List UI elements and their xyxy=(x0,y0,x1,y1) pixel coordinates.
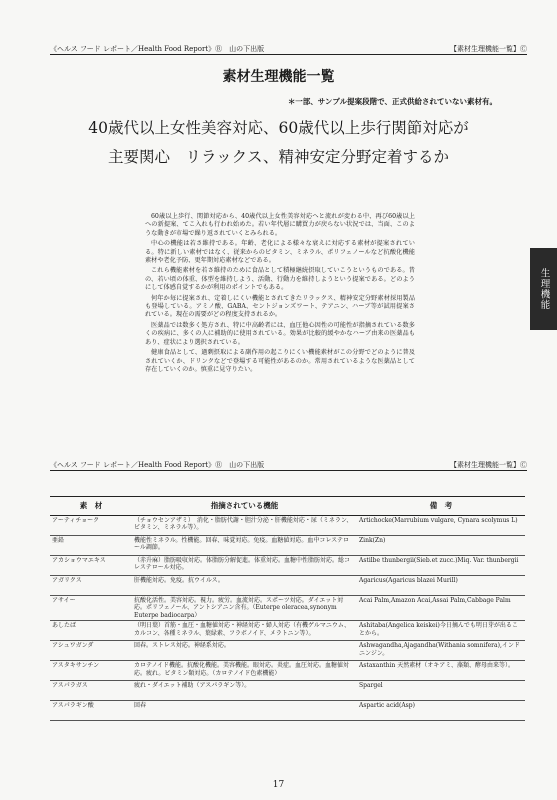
material-notes: Astilbe thunbergii(Sieb.et zucc.)Miq. Var. thunbergii xyxy=(357,556,525,576)
table-row xyxy=(50,596,525,621)
material-function: （チョウセンアザミ） 消化・脂肪代謝・胆汁分泌・肝機能対応・尿（ミネラン、ビタミン、ミネラル等）。 xyxy=(132,516,357,536)
material-function: （赤升麻）脂肪吸収対応。体脂肪分解促進。体重対応。血糖中性脂肪対応。総コレステロール対応。 xyxy=(132,556,357,576)
material-notes: Artichocke(Marrubium vulgare, Cynara scolymus L) xyxy=(357,516,525,536)
table-row xyxy=(50,516,525,536)
material-name: アカショウマエキス xyxy=(50,556,132,576)
page-title: 素材生理機能一覧 xyxy=(222,69,335,85)
article-body xyxy=(145,213,415,376)
page-header-table xyxy=(50,456,527,471)
material-name: アシュワガンダ xyxy=(50,641,132,661)
material-notes: Spargel xyxy=(357,681,525,701)
material-name: あしたば xyxy=(50,621,132,641)
table-row xyxy=(50,661,525,681)
material-function: （明日葉）首筋・血圧・血糖値対応・神経対応・婦人対応（有機ゲルマニウム、カルコン、各種ミネラル、葉緑素、フラボノイド、メラトニン等）。 xyxy=(132,621,357,641)
table-row xyxy=(50,536,525,556)
material-name: アサイー xyxy=(50,596,132,621)
page-subtitle: ＊一部、サンプル提案段階で、正式供給されていない素材有。 xyxy=(287,97,497,106)
article-paragraph: 医薬品では数多く処方され、特に中高齢者には、血圧他心因性の可能性が指摘されている数多くの疾病に、多くの人に補助的に使用されている。効果が比較的緩やかなハーブ由来の医薬品もあり、症状により選択されている。 xyxy=(145,321,415,346)
material-function: 抗酸化活性。美容対応。視力。疲労。血流対応。スポーツ対応。ダイエット対応。ポリフェノール、アントシアニン含有。（Euterpe oleracea,synonym Euterpe badiocarpa） xyxy=(132,596,357,621)
material-name: アスタキサンチン xyxy=(50,661,132,681)
table-row xyxy=(50,576,525,596)
material-function: 機能性ミネラル。性機能。回春、味覚対応。免疫。血糖値対応。血中コレステロール調節。 xyxy=(132,536,357,556)
material-function: 肝機能対応。免疫。抗ウイルス。 xyxy=(132,576,357,596)
header-publication: 《ヘルス フード レポート／Health Food Report》Ⓡ 山の下出版 xyxy=(50,461,265,469)
side-index-tab xyxy=(530,248,557,330)
column-header-material: 素 材 xyxy=(50,497,132,516)
header-publication: 《ヘルス フード レポート／Health Food Report》Ⓡ 山の下出版 xyxy=(50,45,265,53)
page-header-top xyxy=(50,40,527,55)
material-name: アスパラギン酸 xyxy=(50,701,132,721)
headline-line-1: 40歳代以上女性美容対応、60歳代以上歩行関節対応が xyxy=(88,119,469,137)
table-row xyxy=(50,641,525,661)
material-function: カロテノイド機能。抗酸化機能。美容機能。眼対応。炎症。血圧対応。血糖値対応。疲れ。ビタミン類対応。（カロテノイド色素機能） xyxy=(132,661,357,681)
material-notes: Astaxanthin 天然素材（オキアミ、藻類、酵母由来等）。 xyxy=(357,661,525,681)
table-row xyxy=(50,681,525,701)
material-function: 回春 xyxy=(132,701,357,721)
headline-line-2: 主要関心 リラックス、精神安定分野定着するか xyxy=(107,148,449,166)
column-header-notes: 備 考 xyxy=(357,497,525,516)
article-paragraph: 健康食品として、過剰摂取による副作用の起こりにくい機能素材がこの分野でどのように普及されていくか、ドリンクなどで登場する可能性があるのか。常用されているような医薬品として存在していくのか。慎重に見守りたい。 xyxy=(145,349,415,373)
material-function: 回春。ストレス対応。神経系対応。 xyxy=(132,641,357,661)
material-notes: Ashitaba(Angelica keiskei)今日摘んでも明日芽が出ることから。 xyxy=(357,621,525,641)
header-section: 【素材生理機能一覧】Ⓒ xyxy=(450,461,527,469)
material-name: アガリクス xyxy=(50,576,132,596)
material-notes: Zink(Zn) xyxy=(357,536,525,556)
page-number: 17 xyxy=(272,780,285,790)
table-header-row xyxy=(50,497,525,516)
material-name: アーティチョーク xyxy=(50,516,132,536)
material-name: 亜鉛 xyxy=(50,536,132,556)
material-notes: Ashwagandha,Ajagandha(Withania somnifera),インドニンジン。 xyxy=(357,641,525,661)
side-index-label: 生理機能 xyxy=(538,268,550,310)
column-header-function: 指摘されている機能 xyxy=(132,497,357,516)
material-name: アスパラガス xyxy=(50,681,132,701)
materials-table xyxy=(50,496,525,721)
article-paragraph: 60歳以上歩行、関節対応から、40歳代以上女性美容対応へと流れが変わる中、再び60歳以上への新提案、てこ入れも行われ始めた。若い年代層に購買力が戻らない状況では、当面、このような動きが市場で繰り返されていくとみられる。 xyxy=(145,213,415,237)
table-row xyxy=(50,556,525,576)
header-section: 【素材生理機能一覧】Ⓒ xyxy=(450,45,527,53)
material-function: 疲れ・ダイエット補助（アスパラギン等）。 xyxy=(132,681,357,701)
article-paragraph: 中心の機能は若さ維持である。年齢、老化による様々な衰えに対応する素材が提案されている。特に新しい素材ではなく、従来からのビタミン、ミネラル、ポリフェノールなど抗酸化機能素材や老化予防、更年期対応素材などである。 xyxy=(145,240,415,265)
table-row xyxy=(50,701,525,721)
article-paragraph: これら機能素材を若さ維持のために食品として積極継続摂取していこうというものである。昔の、若い頃の体重、体型を維持しよう、活動、行動力を維持しようという提案である。どのようにして体感自覚するかが利用のポイントでもある。 xyxy=(145,267,415,292)
material-notes: Acai Palm,Amazon Acai,Assai Palm,Cabbage Palm xyxy=(357,596,525,621)
material-notes: Agaricus(Agaricus blazei Murill) xyxy=(357,576,525,596)
table-row xyxy=(50,621,525,641)
article-paragraph: 何年か毎に提案され、定着しにくい機能とされてきたリラックス、精神安定分野素材採用製品も登場している。アミノ酸、GABA、セントジョンズワート、テアニン、ハーブ等が試用提案されている。現在の需要がどの程度支持されるか。 xyxy=(145,294,415,319)
material-notes: Aspartic acid(Asp) xyxy=(357,701,525,721)
